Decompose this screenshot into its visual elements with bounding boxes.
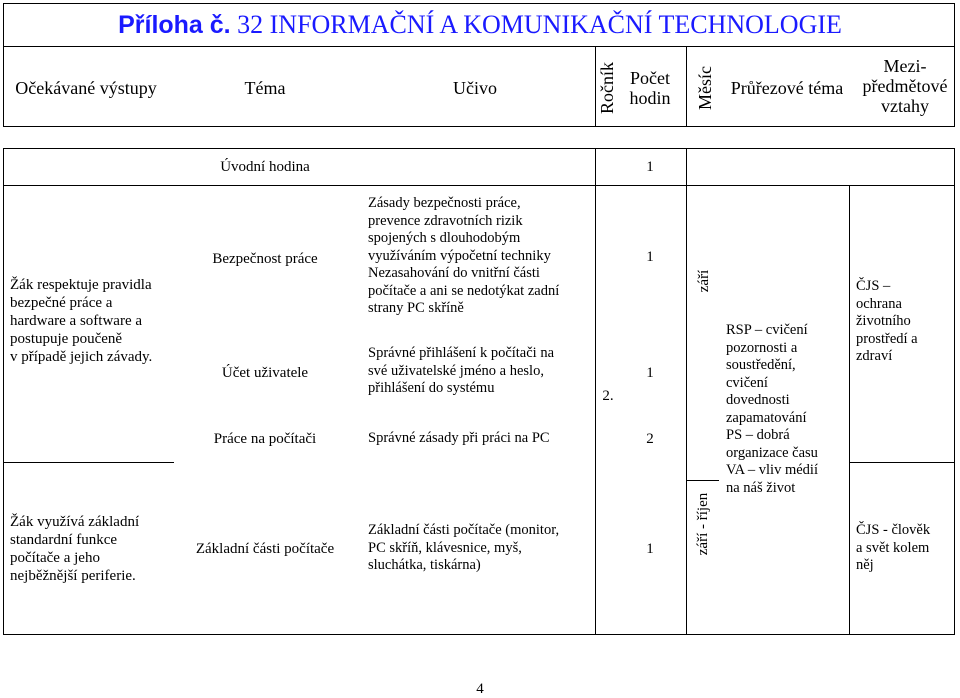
safety-topic: Bezpečnost práce [212,251,318,267]
basics-output-line: Žák využívá základní [10,514,140,530]
basics-hours: 1 [646,541,654,557]
safety-inter-line: ochrana [856,295,902,312]
header-inter-line2: předmětové [862,76,948,96]
pc-work-hours: 2 [646,431,654,447]
account-curriculum [368,345,596,398]
header-hours-line1: Počet [630,68,670,88]
cross-topic-line: organizace času [726,444,818,461]
basics-interdisciplinary [856,522,954,575]
basics-inter-line: a svět kolem [856,539,930,556]
basics-curriculum-line: Základní části počítače (monitor, [368,522,560,538]
pc-work-topic: Práce na počítači [213,431,317,447]
cross-topic-line: cvičení [726,374,768,391]
account-curriculum-line: své uživatelské jméno a heslo, [368,362,544,379]
basics-inter-line: ČJS - člověk [856,522,931,538]
safety-curriculum-line: prevence zdravotních rizik [368,212,523,229]
safety-output [10,276,175,366]
basics-output-line: počítače a jeho [10,550,100,566]
basics-output-line: standardní funkce [10,532,118,548]
title-prefix: Příloha č. [118,11,231,39]
safety-output-line: hardware a software a [10,313,143,329]
safety-hours: 1 [646,249,654,265]
basics-curriculum-line: sluchátka, tiskárna) [368,557,481,573]
safety-output-line: Žák respektuje pravidla [10,277,152,293]
basics-curriculum-line: PC skříň, klávesnice, myš, [368,539,522,556]
page-title [4,10,956,40]
basics-topic: Základní části počítače [195,541,335,557]
basics-output [10,513,175,585]
header-expected-outputs: Očekávané výstupy [15,78,157,98]
safety-inter-line: ČJS – [856,278,891,294]
safety-inter-line: zdraví [856,348,893,364]
title-box [3,3,955,47]
title-main: 32 INFORMAČNÍ A KOMUNIKAČNÍ TECHNOLOGIE [237,10,842,39]
header-month: Měsíc [695,66,715,110]
account-topic: Účet uživatele [221,365,309,381]
safety-interdisciplinary [856,278,954,366]
account-curriculum-line: přihlášení do systému [368,380,495,396]
header-hours-line2: hodin [629,88,671,108]
page-number: 4 [476,681,484,697]
safety-output-line: bezpečné práce a [10,295,113,311]
basics-curriculum [368,522,596,575]
safety-inter-line: životního [856,313,911,329]
safety-inter-line: prostředí a [856,330,918,347]
header-interdisciplinary [856,56,954,116]
basics-output-line: nejběžnější periferie. [10,568,136,584]
safety-curriculum [368,195,596,318]
basics-inter-line: něj [856,557,874,573]
intro-topic: Úvodní hodina [220,159,310,175]
cross-topic-line: RSP – cvičení [726,322,808,338]
safety-curriculum-line: využíváním výpočetní techniky [368,247,551,264]
cross-topic-line: zapamatování [726,409,807,426]
safety-curriculum-line: Zásady bezpečnosti práce, [368,195,521,211]
header-hours [620,68,680,108]
safety-output-line: v případě jejich závady. [10,349,153,365]
cross-topic-line: soustředění, [726,357,796,373]
header-inter-line1: Mezi- [883,56,927,76]
header-cross-topic: Průřezové téma [730,78,844,98]
account-curriculum-line: Správné přihlášení k počítači na [368,345,555,361]
header-inter-line3: vztahy [881,96,929,116]
intro-hours: 1 [646,159,654,175]
safety-curriculum-line: počítače a ani se nedotýkat zadní [368,282,560,299]
header-grade: Ročník [597,62,617,114]
cross-topic [726,322,848,497]
header-curriculum: Učivo [453,78,497,98]
cross-topic-line: dovednosti [726,392,790,408]
cross-topic-line: na náš život [726,479,796,496]
cross-topic-line: VA – vliv médií [726,462,818,478]
account-hours: 1 [646,365,654,381]
pc-work-curriculum: Správné zásady při práci na PC [368,430,550,446]
basics-month: září - říjen [695,492,711,556]
safety-curriculum-line: strany PC skříně [368,300,464,316]
cross-topic-line: PS – dobrá [726,427,790,443]
cross-topic-line: pozornosti a [726,339,798,356]
safety-month: září [696,269,712,293]
safety-curriculum-line: Nezasahování do vnitřní části [368,265,540,281]
safety-curriculum-line: spojených s dlouhodobým [368,230,521,246]
header-topic: Téma [244,78,286,98]
safety-output-line: postupuje poučeně [10,331,123,347]
grade-value: 2. [602,388,614,404]
